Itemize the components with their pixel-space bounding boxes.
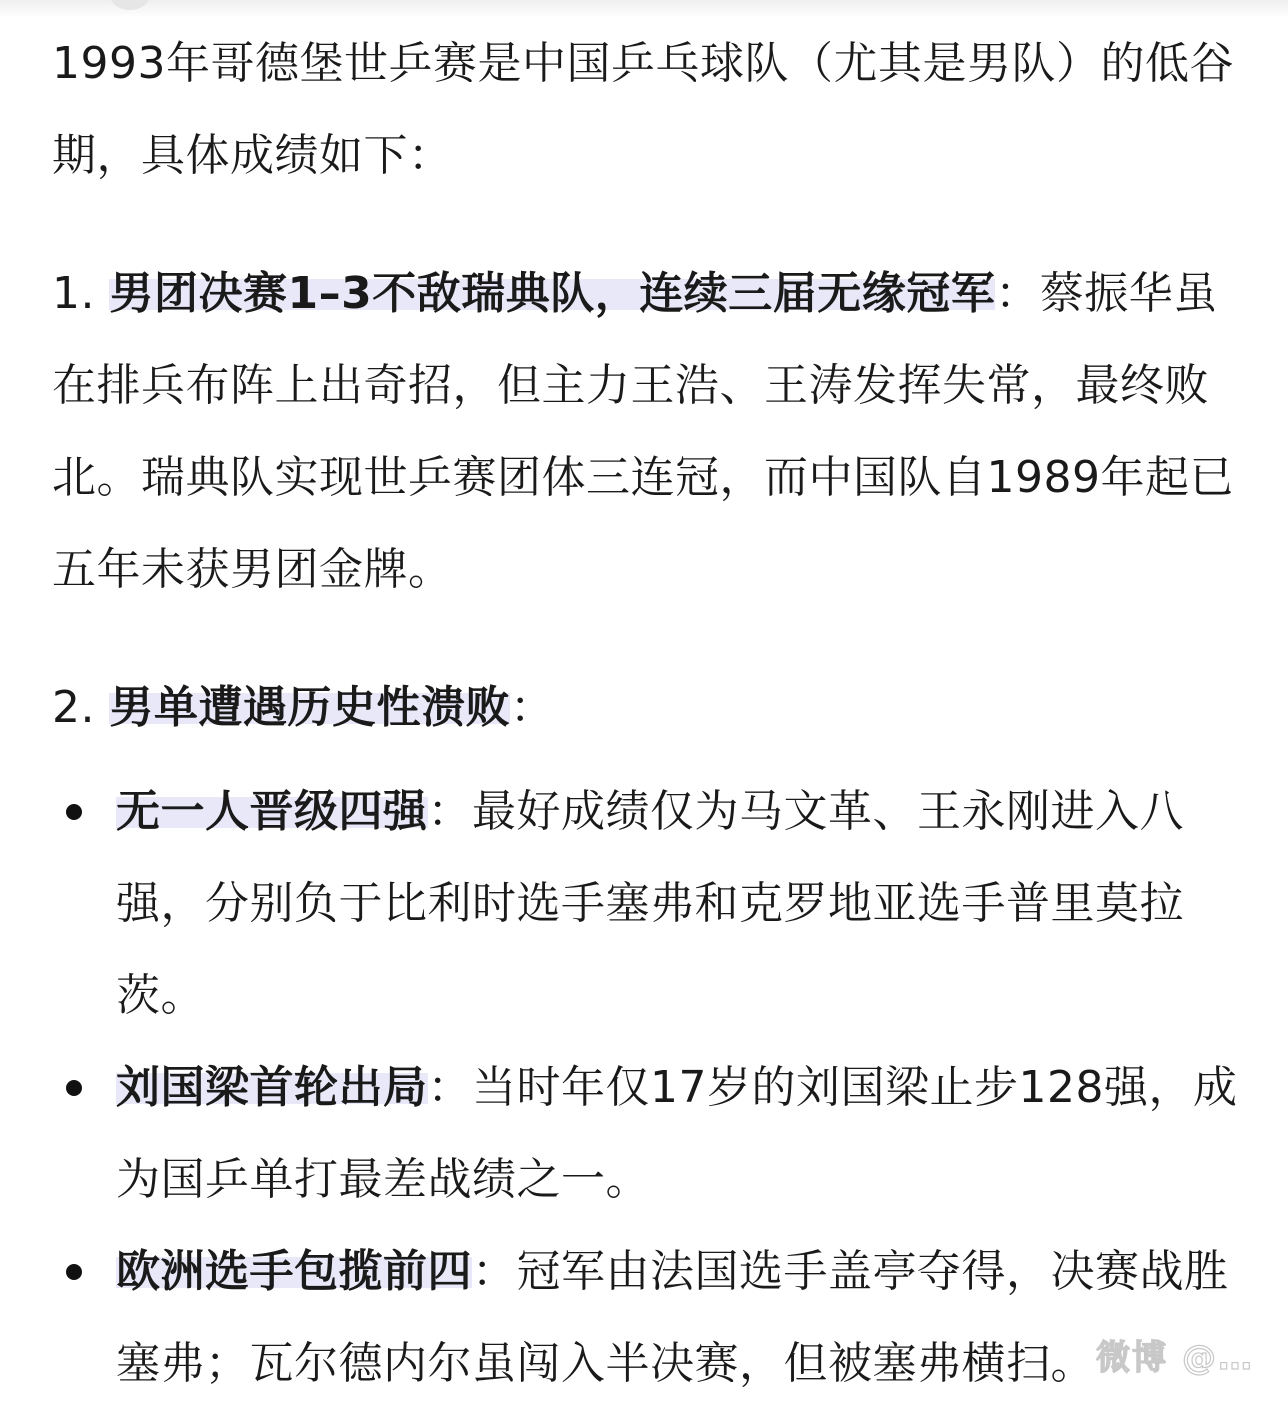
item-text: ：: [509, 682, 555, 733]
bullet-text: ：最好成绩仅为马文革、王永刚进入八强，分别负于比利时选手塞弗和克罗地亚选手普里莫拉茨。: [116, 786, 1184, 1021]
bullet-highlight: 无一人晋级四强: [116, 786, 428, 837]
bullet-text: ：冠军由法国选手盖亭夺得，决赛战胜塞弗；瓦尔德内尔虽闯入半决赛，但被塞弗横扫。: [116, 1246, 1229, 1389]
bullet-dot-icon: [66, 1264, 82, 1280]
item-number: 2.: [52, 682, 95, 733]
list-item-1: [52, 248, 1242, 616]
bullet-highlight: 欧洲选手包揽前四: [116, 1246, 472, 1297]
answer-content: [52, 0, 1242, 1410]
bullet-dot-icon: [66, 804, 82, 820]
watermark: 微博 @…: [1096, 1338, 1254, 1378]
bullet-list: [52, 766, 1242, 1410]
bullet-item: [52, 1226, 1242, 1410]
bullet-item: [52, 1042, 1242, 1226]
bullet-text: ：当时年仅17岁的刘国梁止步128强，成为国乒单打最差战绩之一。: [116, 1062, 1238, 1205]
item-number: 1.: [52, 268, 95, 319]
list-item-2: [52, 662, 1242, 754]
intro-paragraph: 1993年哥德堡世乒赛是中国乒乓球队（尤其是男队）的低谷期，具体成绩如下：: [52, 38, 1234, 181]
bullet-item: [52, 766, 1242, 1042]
item-highlight: 男单遭遇历史性溃败: [109, 682, 510, 733]
item-highlight: 男团决赛1–3不敌瑞典队，连续三届无缘冠军: [109, 268, 996, 319]
bullet-dot-icon: [66, 1080, 82, 1096]
bullet-highlight: 刘国梁首轮出局: [116, 1062, 428, 1113]
item-text: ：蔡振华虽在排兵布阵上出奇招，但主力王浩、王涛发挥失常，最终败北。瑞典队实现世乒赛团体三连冠，而中国队自1989年起已五年未获男团金牌。: [52, 268, 1234, 595]
